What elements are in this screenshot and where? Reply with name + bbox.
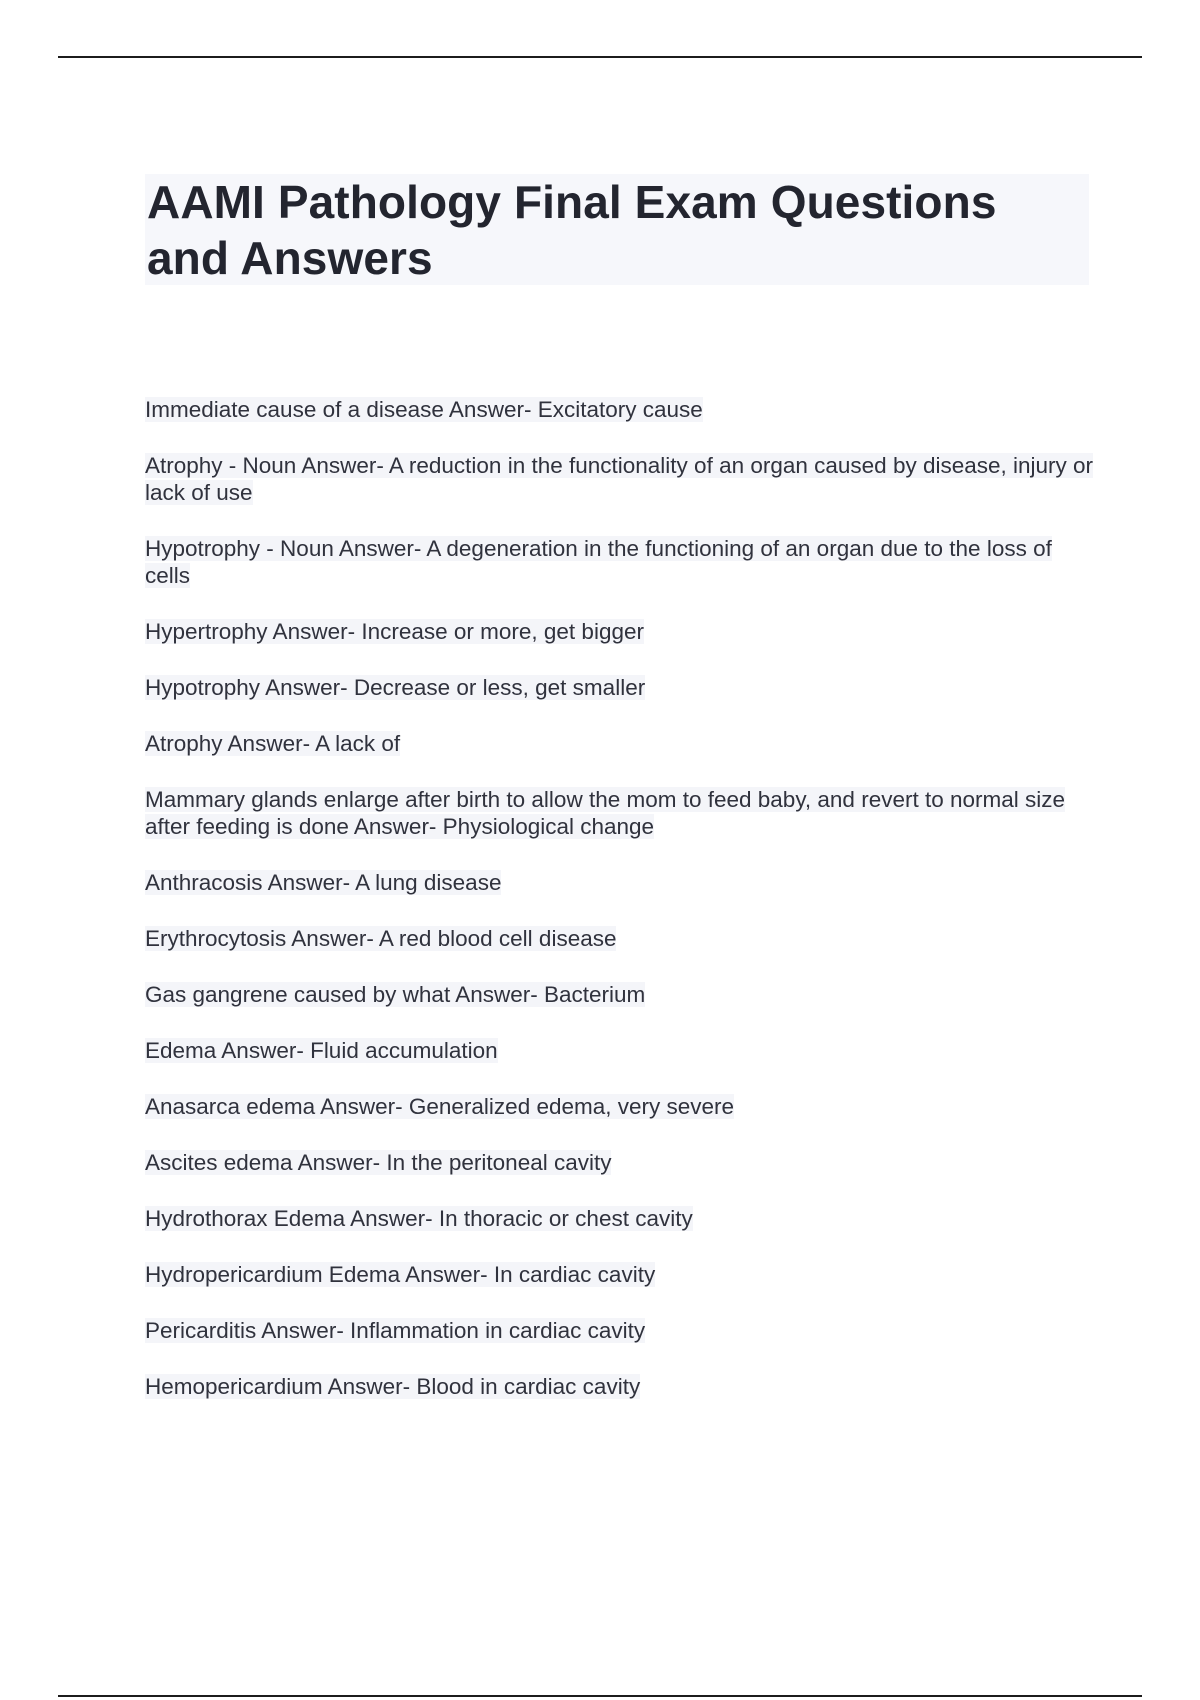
qa-item	[145, 1205, 1095, 1232]
title-block	[145, 174, 1089, 285]
qa-item	[145, 1037, 1095, 1064]
qa-item-text: Ascites edema Answer- In the peritoneal cavity	[145, 1150, 612, 1175]
qa-item	[145, 452, 1095, 506]
qa-item-text: Atrophy - Noun Answer- A reduction in the functionality of an organ caused by disease, injury or lack of use	[145, 453, 1094, 505]
qa-item-text: Anasarca edema Answer- Generalized edema, very severe	[145, 1094, 735, 1119]
qa-item-text: Hydrothorax Edema Answer- In thoracic or chest cavity	[145, 1206, 693, 1231]
qa-item	[145, 730, 1095, 757]
qa-item	[145, 1317, 1095, 1344]
qa-item-text: Immediate cause of a disease Answer- Excitatory cause	[145, 397, 703, 422]
qa-item	[145, 1093, 1095, 1120]
qa-item	[145, 1149, 1095, 1176]
top-rule	[58, 56, 1142, 58]
qa-list	[145, 396, 1095, 1429]
qa-item	[145, 535, 1095, 589]
qa-item-text: Mammary glands enlarge after birth to allow the mom to feed baby, and revert to normal size after feeding is done Answer- Physiological change	[145, 787, 1066, 839]
qa-item-text: Hypotrophy - Noun Answer- A degeneration in the functioning of an organ due to the loss of cells	[145, 536, 1052, 588]
qa-item-text: Pericarditis Answer- Inflammation in cardiac cavity	[145, 1318, 646, 1343]
qa-item-text: Atrophy Answer- A lack of	[145, 731, 401, 756]
qa-item	[145, 981, 1095, 1008]
qa-item-text: Edema Answer- Fluid accumulation	[145, 1038, 498, 1063]
qa-item	[145, 925, 1095, 952]
qa-item	[145, 674, 1095, 701]
qa-item	[145, 1261, 1095, 1288]
qa-item-text: Anthracosis Answer- A lung disease	[145, 870, 502, 895]
qa-item-text: Gas gangrene caused by what Answer- Bacterium	[145, 982, 646, 1007]
qa-item	[145, 786, 1095, 840]
qa-item-text: Hypotrophy Answer- Decrease or less, get smaller	[145, 675, 646, 700]
qa-item	[145, 618, 1095, 645]
qa-item	[145, 869, 1095, 896]
qa-item-text: Hemopericardium Answer- Blood in cardiac cavity	[145, 1374, 641, 1399]
qa-item-text: Hypertrophy Answer- Increase or more, get bigger	[145, 619, 644, 644]
qa-item-text: Erythrocytosis Answer- A red blood cell disease	[145, 926, 617, 951]
bottom-rule	[58, 1695, 1142, 1697]
qa-item	[145, 1373, 1095, 1400]
qa-item	[145, 396, 1095, 423]
document-title: AAMI Pathology Final Exam Questions and Answers	[147, 176, 997, 284]
qa-item-text: Hydropericardium Edema Answer- In cardiac cavity	[145, 1262, 656, 1287]
